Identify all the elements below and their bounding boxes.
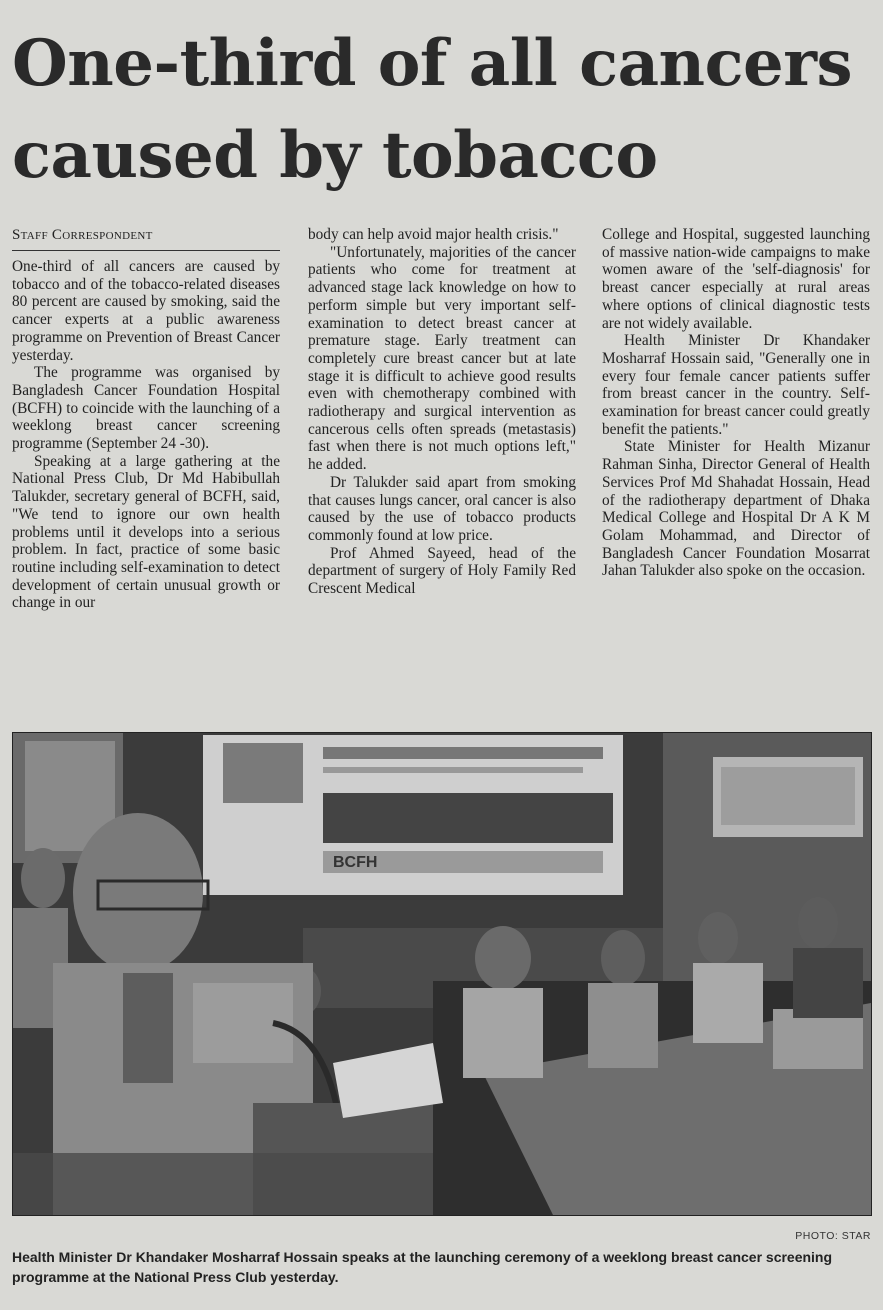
paragraph-continued: body can help avoid major health crisis." [308, 226, 559, 243]
headline-line-1: One-third of all cancers [12, 26, 852, 101]
news-photo [12, 732, 872, 1216]
headline [12, 18, 878, 202]
paragraph: State Minister for Health Mizanur Rahman Sinha, Director General of Health Services Prof Md Shahadat Hossain, Head of the radiotherapy department of Dhaka Medical College and Hospital Dr A K M Golam Mohammad, and Director of Bangladesh Cancer Foundation Mosarrat Jahan Talukder also spoke on the occasion. [602, 438, 870, 580]
paragraph: Health Minister Dr Khandaker Mosharraf Hossain said, "Generally one in every four female cancer patients suffer from breast cancer in the country. Self-examination for breast cancer could greatly benefit the patients." [602, 332, 870, 438]
bcfh-banner-logo: BCFH [333, 854, 378, 871]
press-conference-photo [13, 733, 871, 1215]
photo-credit: PHOTO: STAR [795, 1230, 871, 1242]
column-3 [602, 226, 870, 580]
paragraph: The programme was organised by Bangladesh Cancer Foundation Hospital (BCFH) to coincide with the launching of a weeklong breast cancer screening programme (September 24 -30). [12, 364, 280, 453]
paragraph: Dr Talukder said apart from smoking that causes lungs cancer, oral cancer is also caused by the use of tobacco products commonly found at low price. [308, 473, 576, 544]
paragraph: Speaking at a large gathering at the National Press Club, Dr Md Habibullah Talukder, secretary general of BCFH, said, "We tend to ignore our own health problems until it develops into a serious problem. In fact, practice of some basic routine including self-examination to detect development of certain unusual growth or change in our [12, 452, 280, 612]
paragraph: Prof Ahmed Sayeed, head of the department of surgery of Holy Family Red Crescent Medical [308, 544, 576, 598]
paragraph-continued: College and Hospital, suggested launching of massive nation-wide campaigns to make women aware of the 'self-diagnosis' for breast cancer especially at rural areas where options of clinical diagnostic tests are not widely available. [602, 226, 870, 332]
byline: Staff Correspondent [12, 226, 280, 251]
photo-caption: Health Minister Dr Khandaker Mosharraf Hossain speaks at the launching ceremony of a weeklong breast cancer screening programme at the National Press Club yesterday. [12, 1249, 833, 1285]
column-2 [308, 226, 576, 598]
column-1 [12, 226, 280, 612]
paragraph: One-third of all cancers are caused by tobacco and of the tobacco-related diseases 80 percent are caused by smoking, said the cancer experts at a public awareness programme on Prevention of Breast Cancer yesterday. [12, 258, 280, 364]
headline-line-2: caused by tobacco [12, 118, 658, 193]
paragraph: "Unfortunately, majorities of the cancer patients who come for treatment at advanced stage lack knowledge on how to perform simple but very important self-examination to detect breast cancer at premature stage. Early treatment can completely cure breast cancer but at late stage it is difficult to achieve good results even with chemotherapy combined with radiotherapy and surgical intervention as cancerous cells often spreads (metastasis) fast when there is not much options left," he added. [308, 243, 576, 474]
